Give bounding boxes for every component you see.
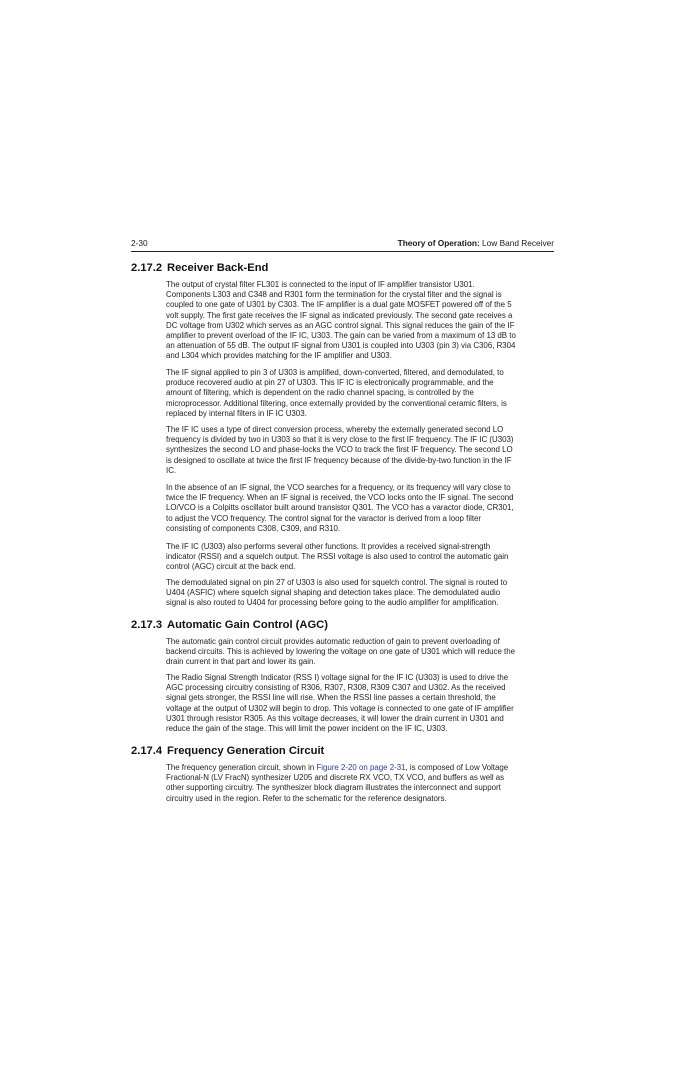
text-line: drain current in that part and lower its gain. — [166, 657, 316, 667]
page-number: 2-30 — [131, 238, 148, 248]
text-line: U404 (ASFIC) where squelch signal shaping and detection takes place. The demodulated audio — [166, 588, 501, 598]
section-heading-2-17-2: 2.17.2 Receiver Back-End — [131, 262, 269, 274]
paragraph — [166, 425, 559, 476]
text-line: synthesizes the second LO and phase-locks the VCO to track the first IF frequency. The second LO — [166, 445, 513, 455]
text-line: The Radio Signal Strength Indicator (RSS I) voltage signal for the IF IC (U303) is used to drive the — [166, 673, 509, 682]
paragraph — [166, 673, 559, 734]
running-title-bold: Theory of Operation: — [397, 238, 480, 248]
text-line: microprocessor. Additional filtering, once externally provided by the conventional ceramic filters, is — [166, 398, 507, 408]
text-line: The output of crystal filter FL301 is connected to the input of IF amplifier transistor U301. — [166, 280, 475, 289]
text-line: The IF IC uses a type of direct conversion process, whereby the externally generated second LO — [166, 425, 504, 434]
text-line: U301 through resistor R305. As this voltage decreases, it will lower the drain current in U301 and — [166, 713, 504, 723]
text-line: and L304 which provides matching for the IF amplifier and U303. — [166, 351, 392, 361]
text-line: amount of filtering, which is dependent on the radio channel spacing, is controlled by the — [166, 388, 474, 398]
text-line: The demodulated signal on pin 27 of U303 is also used for squelch control. The signal is routed to — [166, 578, 508, 587]
text-line: other supporting circuitry. The synthesizer block diagram illustrates the interconnect and support — [166, 783, 501, 793]
text-line: control (AGC) circuit at the back end. — [166, 562, 296, 572]
text-line: Fractional-N (LV FracN) synthesizer U205 and discrete RX VCO, TX VCO, and buffers as well as — [166, 773, 505, 783]
text-line: The frequency generation circuit, shown in Figure 2-20 on page 2-31, is composed of Low Voltage — [166, 763, 509, 772]
text-line: The automatic gain control circuit provides automatic reduction of gain to prevent overloading of — [166, 637, 500, 646]
text-line: IC. — [166, 465, 177, 475]
text-line: backend circuits. This is achieved by lowering the voltage on one gate of U301 which will reduce the — [166, 647, 515, 657]
text-line: indicator (RSSI) and a squelch output. The RSSI voltage is also used to control the automatic gain — [166, 552, 509, 562]
text-line: to adjust the VCO frequency. The control signal for the varactor is derived from a loop filter — [166, 513, 482, 523]
text-line: produce recovered audio at pin 27 of U303. This IF IC is electronically programmable, and the — [166, 378, 494, 388]
paragraph — [166, 280, 559, 362]
paragraph — [166, 578, 559, 609]
text-line: frequency is divided by two in U303 so that it is very close to the first IF frequency. The IF IC (U303) — [166, 435, 514, 445]
text-line: reduce the gain of the stage. This will limit the power incident on the IF IC, U303. — [166, 724, 448, 734]
paragraph — [166, 368, 559, 419]
text-line: consisting of components C308, C309, and R310. — [166, 523, 341, 533]
page-header — [131, 237, 554, 252]
text-line: voltage at the output of U302 will begin to drop. This voltage is connected to one gate of IF amplifier — [166, 703, 514, 713]
text-line: The IF IC (U303) also performs several other functions. It provides a received signal-strength — [166, 542, 491, 551]
text-line: The IF signal applied to pin 3 of U303 is amplified, down-converted, filtered, and demodulated, to — [166, 368, 504, 377]
text-line: amplifier to prevent overload of the IF IC, U303. The gain can be varied from a maximum of 13 dB to — [166, 331, 516, 341]
running-title-rest: Low Band Receiver — [479, 238, 554, 248]
text-line: DC voltage from U302 which serves as an AGC control signal. This signal reduces the gain of the IF — [166, 320, 515, 330]
paragraph — [166, 483, 559, 534]
section-heading-2-17-3: 2.17.3 Automatic Gain Control (AGC) — [131, 619, 328, 631]
text-line: volt supply. The first gate receives the IF signal as indicated previously. The second gate receives a — [166, 310, 513, 320]
section-heading-2-17-4: 2.17.4 Frequency Generation Circuit — [131, 745, 325, 757]
running-title — [398, 238, 554, 248]
paragraph — [166, 637, 559, 668]
paragraph — [166, 763, 559, 804]
paragraph — [166, 542, 559, 573]
text-line: Components L303 and C348 and R301 form the termination for the crystal filter and the signal is — [166, 290, 502, 300]
text-line: AGC processing circuitry consisting of R306, R307, R308, R309 C307 and U302. As the received — [166, 683, 506, 693]
text-line: circuitry used in the region. Refer to the schematic for the reference designators. — [166, 793, 447, 803]
text-line: LO/VCO is a Colpitts oscillator built around transistor Q301. The VCO has a varactor diode, CR301, — [166, 503, 514, 513]
figure-link[interactable]: Figure 2-20 on page 2-31 — [316, 763, 406, 772]
text-line: In the absence of an IF signal, the VCO searches for a frequency, or its frequency will vary close to — [166, 483, 511, 492]
text-line: signal gets stronger, the RSSI line will rise. When the RSSI line passes a certain threshold, the — [166, 693, 496, 703]
text-line: replaced by internal filters in IF IC U303. — [166, 408, 307, 418]
text-line: is designed to oscillate at twice the first IF frequency because of the divide-by-two function in the IF — [166, 455, 512, 465]
text-line: an attenuation of 55 dB. The output IF signal from U301 is coupled into U303 (pin 3) via C306, R304 — [166, 341, 516, 351]
text-line: twice the IF frequency. When an IF signal is received, the VCO locks onto the IF signal. The second — [166, 493, 514, 503]
text-line: coupled to one gate of U301 by C303. The IF amplifier is a dual gate MOSFET powered off of the 5 — [166, 300, 512, 310]
text-line: signal is also routed to U404 for processing before going to the audio amplifier for amplification. — [166, 598, 499, 608]
